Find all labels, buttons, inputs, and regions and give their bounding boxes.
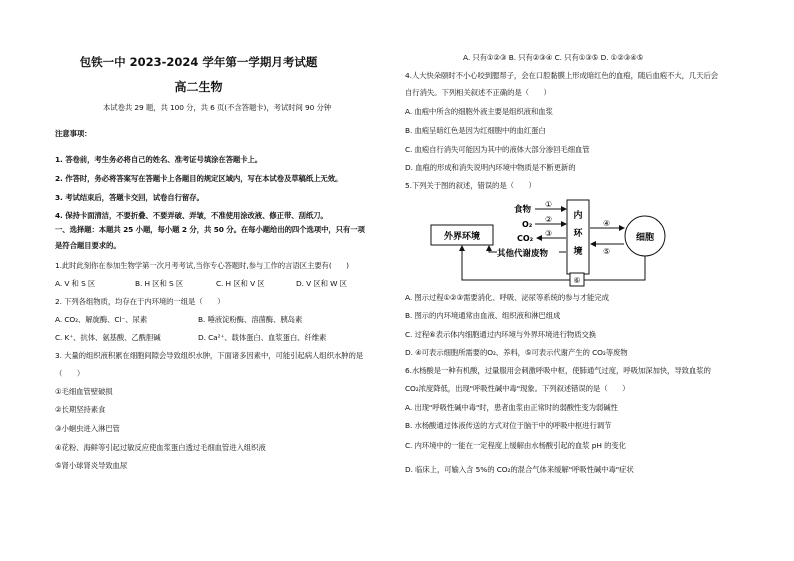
q2-option-a: A. CO₂、解旋酶、Cl⁻、尿素 — [55, 315, 148, 324]
num-2: ② — [545, 215, 553, 224]
q3-stem: 3. 大量的组织液积累在细胞间隙会导致组织水肿，下面诸多因素中，可能引起病人组织水肿的是 — [55, 351, 364, 360]
num-5: ⑤ — [603, 247, 611, 256]
q3-options: A. 只有①②③ B. 只有②③④ C. 只有①③⑤ D. ①②③④⑤ — [463, 53, 644, 62]
section-heading-cont: 是符合题目要求的。 — [55, 241, 121, 250]
q3-item: ②长期坚持素食 — [55, 405, 106, 414]
q5-option-c: C. 过程⑥表示体内细胞通过内环境与外界环境进行物质交换 — [405, 330, 597, 339]
q1-option-b: B. H 区和 S 区 — [135, 279, 184, 288]
note-item: 1. 答卷前，考生务必将自己的姓名、准考证号填涂在答题卡上。 — [55, 155, 263, 164]
q4-option-b: B. 血疱呈暗红色是因为红细胞中的血红蛋白 — [405, 126, 546, 135]
q3-item: ③小蛔虫进入淋巴管 — [55, 424, 120, 433]
notes-heading: 注意事项： — [55, 129, 92, 138]
inner-env-char: 境 — [573, 247, 583, 257]
q1-stem: 1.此时此刻你在参加生物学第一次月考考试,当你专心答题时,参与工作的言语区主要有( ) — [55, 261, 349, 270]
inner-env-char: 内 — [573, 211, 583, 221]
q2-option-d: D. Ca²⁺、载体蛋白、血浆蛋白、纤维素 — [198, 333, 327, 342]
q4-option-a: A. 血疱中所含的细胞外液主要是组织液和血浆 — [405, 107, 553, 116]
exam-title: 包铁一中 2023-2024 学年第一学期月考试题 — [79, 55, 318, 69]
q5-stem: 5.下列关于图的叙述，错误的是（ ） — [405, 181, 536, 190]
q6-option-d: D. 临床上，可输入含 5%的 CO₂的混合气体来缓解"呼吸性碱中毒"症状 — [405, 465, 634, 474]
waste-arrow — [489, 246, 497, 252]
num-6: ⑥ — [573, 276, 581, 285]
q2-option-b: B. 唾液淀粉酶、溶菌酶、胰岛素 — [198, 315, 303, 324]
q4-option-d: D. 血疱的形成和消失说明内环境中物质是不断更新的 — [405, 163, 576, 172]
q2-option-c: C. K⁺、抗体、氨基酸、乙酰胆碱 — [55, 333, 161, 342]
q1-option-d: D. V 区和 W 区 — [296, 279, 347, 288]
q6-option-b: B. 水杨酸通过体液传送的方式对位于脑干中的呼吸中枢进行调节 — [405, 421, 612, 430]
q1-option-a: A. V 和 S 区 — [55, 279, 96, 288]
q6-option-a: A. 出现"呼吸性碱中毒"时，患者血浆由正常时的弱酸性变为弱碱性 — [405, 403, 618, 412]
num-3: ③ — [545, 229, 553, 238]
co2-label: CO₂ — [517, 234, 534, 243]
waste-label: 其他代谢废物 — [497, 249, 549, 259]
exam-info: 本试卷共 29 题，共 100 分，共 6 页(不含答题卡)，考试时间 90 分钟 — [103, 103, 332, 112]
q4-stem: 4.人大快朵颐时不小心咬到腮帮子，会在口腔黏膜上形成暗红色的血疱，随后血疱不大，几天后会 — [405, 71, 719, 80]
q1-option-c: C. H 区和 V 区 — [216, 279, 265, 288]
note-item: 3. 考试结束后，答题卡交回，试卷自行留存。 — [55, 193, 204, 202]
o2-label: O₂ — [522, 220, 533, 229]
q3-item: ⑤肾小球肾炎导致血尿 — [55, 461, 128, 470]
q6-stem: 6.水杨酸是一种有机酸，过量服用会刺激呼吸中枢，使肺通气过度，呼吸加深加快，导致血浆的 — [405, 366, 711, 375]
food-label: 食物 — [514, 205, 532, 215]
q6-option-c: C. 内环境中的一能在一定程度上缓解由水杨酸引起的血浆 pH 的变化 — [405, 441, 626, 450]
cell-label: 细胞 — [635, 233, 655, 243]
q5-option-b: B. 图示的内环境通常由血液、组织液和淋巴组成 — [405, 311, 561, 320]
q3-item: ①毛细血管壁破损 — [55, 387, 113, 396]
note-item: 2. 作答时，务必将答案写在答题卡上各题目的规定区域内，写在本试卷及草稿纸上无效。 — [55, 174, 343, 183]
note-item: 4. 保持卡面清洁，不要折叠、不要弄破、弄皱，不准使用涂改液、修正带、刮纸刀。 — [55, 211, 328, 220]
num-1: ① — [545, 200, 553, 209]
num-4: ④ — [603, 219, 611, 228]
subject-title: 高二生物 — [174, 80, 223, 94]
q6-stem-cont: CO₂浓度降低，出现"呼吸性碱中毒"现象。下列叙述错误的是（ ） — [405, 384, 630, 393]
q3-item: ④花粉、海鲜等引起过敏反应使血浆蛋白透过毛细血管进入组织液 — [55, 443, 266, 452]
q4-stem-cont: 自行消失。下列相关叙述不正确的是（ ） — [405, 88, 551, 97]
inner-env-char: 环 — [573, 229, 583, 239]
outer-env-label: 外界环境 — [443, 232, 481, 242]
q3-stem-cont: （ ） — [55, 369, 85, 378]
q5-diagram — [427, 196, 747, 292]
q5-option-d: D. ④可表示细胞所需要的O₂、养料，⑤可表示代谢产生的 CO₂等废物 — [405, 348, 628, 357]
q2-stem: 2. 下列各组物质，均存在于内环境的一组是（ ） — [55, 297, 225, 306]
q4-option-c: C. 血疱自行消失可能因为其中的液体大部分渗回毛细血管 — [405, 145, 590, 154]
q5-option-a: A. 图示过程①②③需要消化、呼吸、泌尿等系统的参与才能完成 — [405, 293, 609, 302]
section-heading: 一、选择题：本题共 25 小题，每小题 2 分，共 50 分。在每小题给出的四个选项中，只有一项 — [55, 225, 365, 234]
